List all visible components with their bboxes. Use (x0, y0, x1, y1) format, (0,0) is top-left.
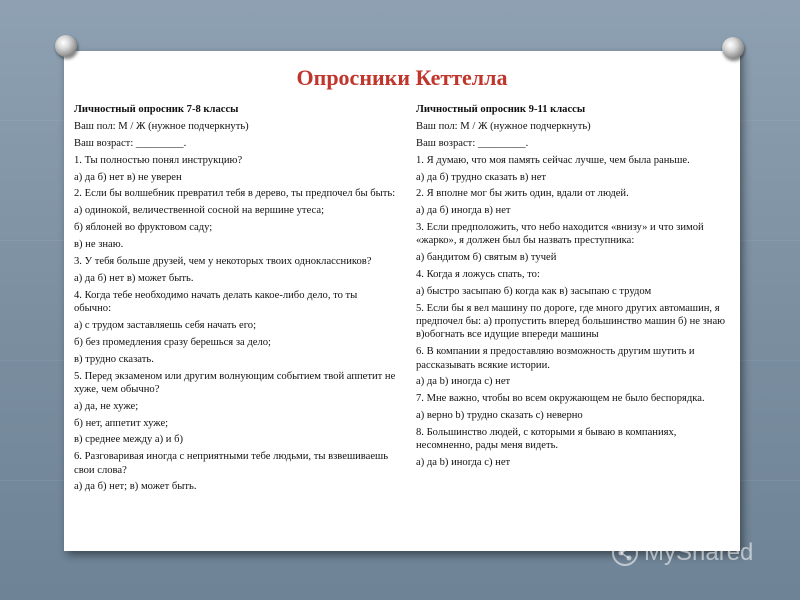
answer-line: б) нет, аппетит хуже; (74, 417, 169, 429)
question-line: 3. У тебя больше друзей, чем у некоторых твоих одноклассников? (74, 256, 372, 268)
answer-line: б) яблоней во фруктовом саду; (74, 222, 213, 234)
question-line: 1. Ты полностью понял инструкцию? (74, 154, 243, 166)
question-line: 6. В компании я предоставляю возможность другим шутить и рассказывать всякие истории. (416, 346, 695, 371)
share-icon (612, 540, 638, 566)
answer-line: а) быстро засыпаю б) когда как в) засыпаю с трудом (416, 286, 652, 298)
answer-line: б) без промедления сразу берешься за дело; (74, 336, 271, 348)
answer-line: а) да b) иногда с) нет (416, 376, 511, 388)
answer-line: а) одинокой, величественной сосной на вершине утеса; (74, 205, 325, 217)
answer-line: а) да b) иногда с) нет (416, 457, 511, 469)
question-line: 4. Когда тебе необходимо начать делать какое-либо дело, то ты обычно: (74, 289, 358, 314)
question-line: 2. Если бы волшебник превратил тебя в дерево, ты предпочел бы быть: (74, 188, 396, 200)
questionnaire-heading: Личностный опросник 7-8 классы (74, 104, 239, 115)
questionnaire-9-11 (416, 103, 726, 473)
answer-line: а) да б) нет; в) может быть. (74, 481, 197, 493)
questionnaire-heading: Личностный опросник 9-11 классы (416, 104, 586, 115)
question-line: 4. Когда я ложусь спать, то: (416, 269, 540, 281)
pushpin-icon (55, 35, 77, 57)
questionnaire-7-8 (74, 103, 396, 497)
answer-line: а) да б) иногда в) нет (416, 205, 511, 217)
question-line: 3. Если предположить, что небо находится «внизу» и что зимой «жарко», я должен был бы назвать преступника: (416, 222, 704, 247)
question-line: 8. Большинство людей, с которыми я бываю в компаниях, несомненно, рады меня видеть. (416, 427, 677, 452)
answer-line: а) бандитом б) святым в) тучей (416, 252, 557, 264)
question-line: 5. Если бы я вел машину по дороге, где много других автомашин, я предпочел бы: а) пропустить вперед большинство машин б) не знаю в)обогнать все идущие впереди машины (416, 303, 726, 341)
gender-line: Ваш пол: М / Ж (нужное подчеркнуть) (416, 120, 591, 132)
pushpin-icon (722, 37, 744, 59)
answer-line: в) среднее между а) и б) (74, 434, 184, 446)
answer-line: а) да, не хуже; (74, 400, 139, 412)
answer-line: в) трудно сказать. (74, 353, 154, 365)
age-line: Ваш возраст: _________. (74, 137, 187, 149)
answer-line: в) не знаю. (74, 239, 124, 251)
age-line: Ваш возраст: _________. (416, 137, 529, 149)
answer-line: а) да б) трудно сказать в) нет (416, 171, 547, 183)
answer-line: а) да б) нет в) не уверен (74, 171, 182, 183)
watermark (612, 538, 784, 568)
answer-line: а) с трудом заставляешь себя начать его; (74, 319, 257, 331)
answer-line: а) да б) нет в) может быть. (74, 272, 194, 284)
question-line: 6. Разговаривая иногда с неприятными тебе людьми, ты взвешиваешь свои слова? (74, 451, 389, 476)
slide-title: Опросники Кеттелла (296, 65, 508, 90)
question-line: 2. Я вполне мог бы жить один, вдали от людей. (416, 188, 629, 200)
question-line: 7. Мне важно, чтобы во всем окружающем не было беспорядка. (416, 393, 705, 405)
watermark-text: MyShared (644, 539, 754, 566)
slide-card (64, 51, 740, 551)
question-line: 1. Я думаю, что моя память сейчас лучше, чем была раньше. (416, 154, 690, 166)
gender-line: Ваш пол: М / Ж (нужное подчеркнуть) (74, 120, 249, 132)
answer-line: а) верно b) трудно сказать с) неверно (416, 410, 583, 422)
question-line: 5. Перед экзаменом или другим волнующим событием твой аппетит не хуже, чем обычно? (74, 370, 396, 395)
